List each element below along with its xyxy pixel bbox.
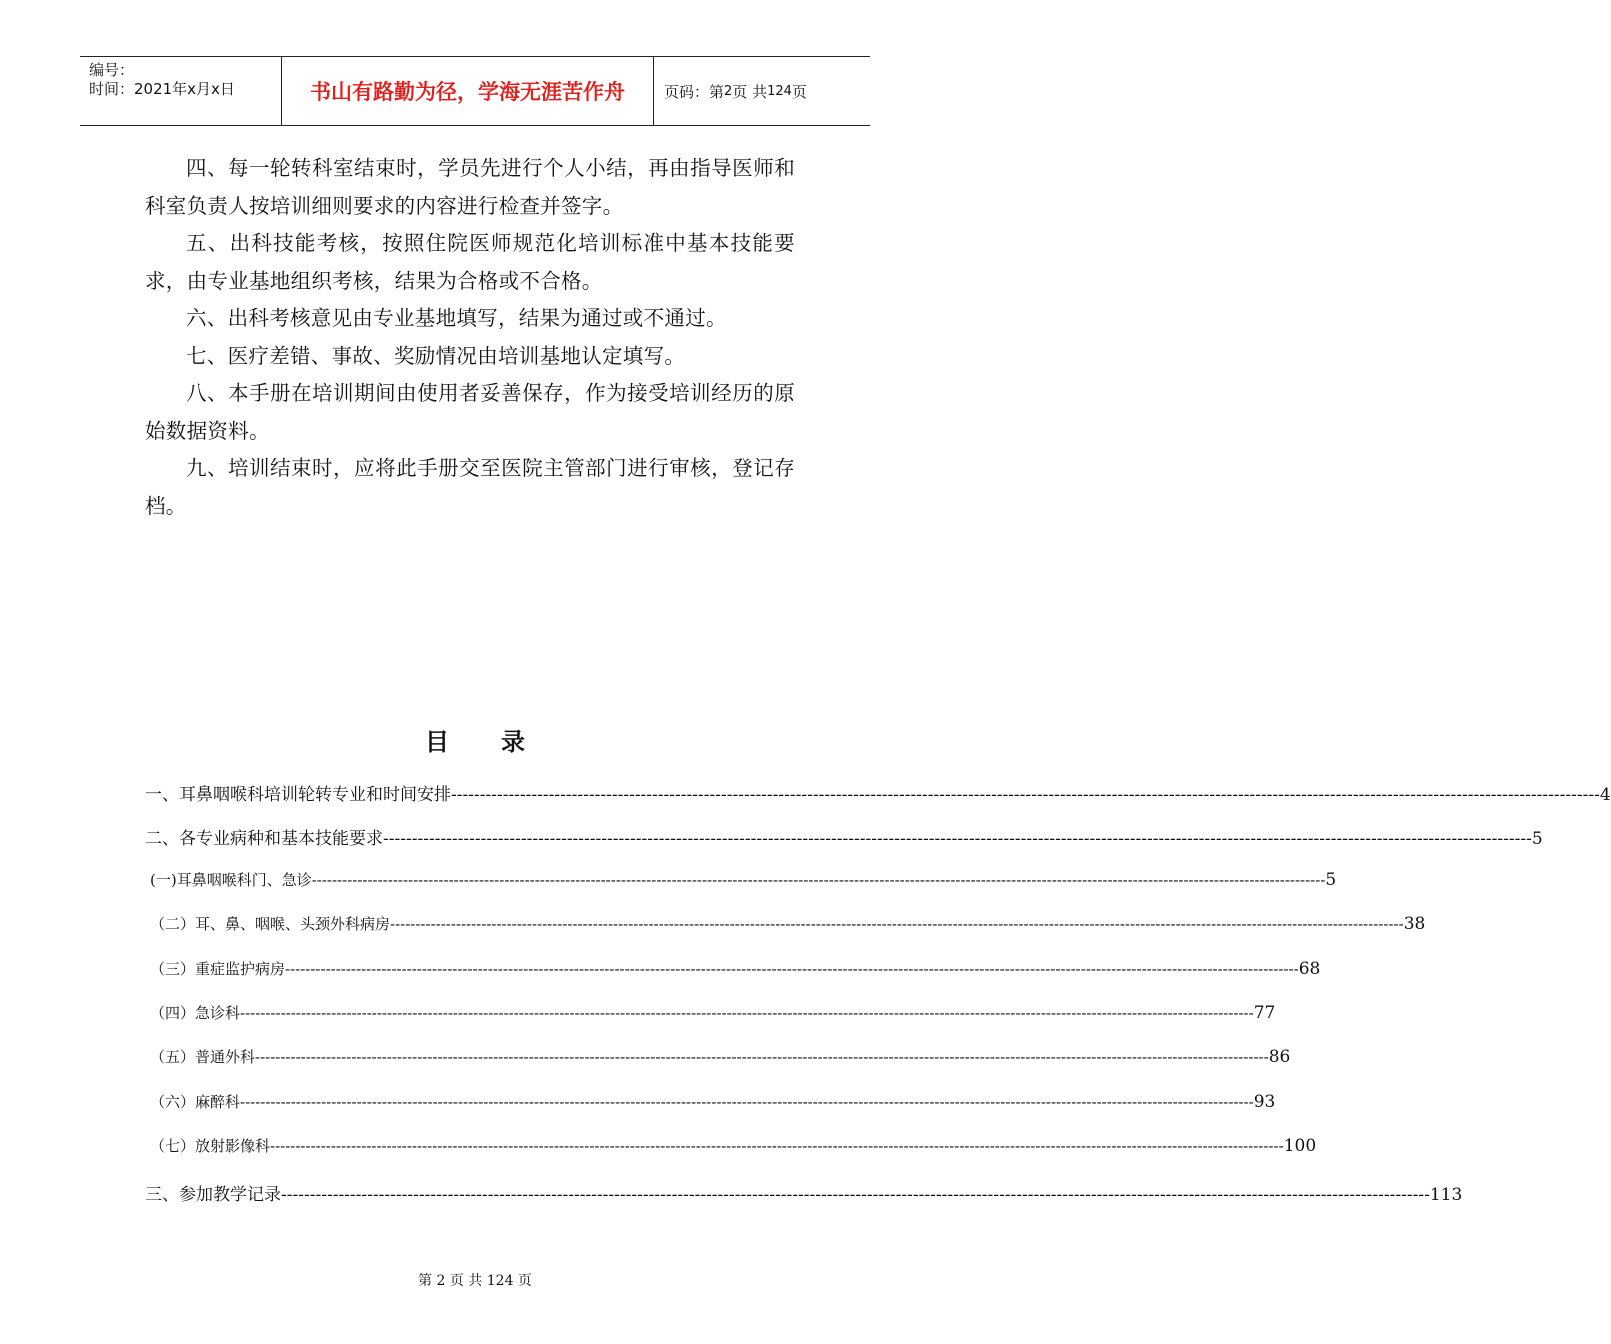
header-time-label: 时间：2021年x月x日 — [89, 80, 235, 98]
toc-entry[interactable] — [145, 958, 1321, 1002]
page-header — [80, 56, 870, 126]
toc-entry[interactable] — [145, 913, 1426, 957]
toc-leader: -------------------------------------------------------------------------------------------------------------------------------------------------------------------------------------------------------- — [383, 829, 1532, 850]
header-page-info — [654, 57, 870, 125]
toc-entry-page: 113 — [1429, 1184, 1463, 1205]
instructions-body — [145, 150, 795, 525]
toc-entry-label: （五）普通外科 — [150, 1048, 256, 1067]
header-meta — [80, 57, 281, 125]
toc-entry-page: 5 — [1531, 829, 1543, 850]
header-page-num: 2 — [724, 83, 733, 99]
toc-entry-label: （七）放射影像科 — [150, 1137, 271, 1156]
toc-entry[interactable] — [145, 1180, 1463, 1224]
toc-entry[interactable] — [145, 1002, 1276, 1046]
toc-title: 目录 — [425, 728, 577, 756]
toc-leader: -------------------------------------------------------------------------------------------------------------------------------------------------------------------------------------------------------- — [311, 870, 1326, 889]
toc-leader: -------------------------------------------------------------------------------------------------------------------------------------------------------------------------------------------------------- — [255, 1048, 1269, 1067]
paragraph: 六、出科考核意见由专业基地填写，结果为通过或不通过。 — [186, 306, 727, 330]
paragraph: 四、每一轮转科室结束时，学员先进行个人小结，再由指导医师和科室负责人按培训细则要求的内容进行检查并签字。 — [145, 156, 795, 218]
header-page-total: 124 — [767, 83, 792, 99]
toc-entry-page: 4 — [1599, 785, 1611, 805]
toc-entry-label: （四）急诊科 — [150, 1003, 241, 1022]
toc-entry[interactable] — [145, 1135, 1317, 1179]
toc-entry-page: 100 — [1283, 1136, 1317, 1157]
header-number-label: 编号： — [89, 61, 135, 79]
toc-entry-label: （二）耳、鼻、咽喉、头颈外科病房 — [150, 915, 391, 934]
paragraph: 七、医疗差错、事故、奖励情况由培训基地认定填写。 — [186, 343, 686, 368]
paragraph: 九、培训结束时，应将此手册交至医院主管部门进行审核，登记存档。 — [145, 456, 795, 518]
toc-leader: -------------------------------------------------------------------------------------------------------------------------------------------------------------------------------------------------------- — [390, 915, 1404, 934]
toc-entry[interactable] — [145, 780, 1611, 824]
toc-entry-page: 77 — [1253, 1002, 1276, 1023]
toc-entry-label: （六）麻醉科 — [150, 1092, 241, 1111]
toc-entry-label: 一、耳鼻咽喉科培训轮转专业和时间安排 — [145, 785, 451, 805]
toc-entry-label: 二、各专业病种和基本技能要求 — [145, 829, 383, 850]
toc-entry-label: （三）重症监护病房 — [150, 959, 286, 978]
toc-leader: -------------------------------------------------------------------------------------------------------------------------------------------------------------------------------------------------------- — [451, 785, 1600, 805]
header-page-mid: 页 共 — [732, 82, 768, 101]
toc-entry[interactable] — [145, 824, 1543, 868]
toc-entry[interactable] — [145, 1046, 1291, 1090]
toc-entry-page: 5 — [1325, 869, 1337, 890]
header-page-label: 页码：第 — [664, 82, 725, 101]
page-footer: 第 2 页 共 124 页 — [418, 1273, 532, 1289]
toc-entry-page: 86 — [1268, 1047, 1291, 1068]
toc-entry[interactable] — [145, 1091, 1276, 1135]
toc-leader: -------------------------------------------------------------------------------------------------------------------------------------------------------------------------------------------------------- — [281, 1184, 1430, 1205]
toc-entry-page: 93 — [1253, 1091, 1276, 1112]
paragraph: 八、本手册在培训期间由使用者妥善保存，作为接受培训经历的原始数据资料。 — [145, 381, 795, 443]
toc-entry-page: 38 — [1403, 914, 1426, 935]
toc-entry-page: 68 — [1298, 958, 1321, 979]
toc-entry-label: 三、参加教学记录 — [145, 1184, 281, 1205]
header-motto: 书山有路勤为径，学海无涯苦作舟 — [281, 57, 654, 125]
toc-leader: -------------------------------------------------------------------------------------------------------------------------------------------------------------------------------------------------------- — [240, 1092, 1254, 1111]
table-of-contents — [145, 780, 1611, 1224]
toc-entry-label: (一)耳鼻咽喉科门、急诊 — [150, 870, 312, 889]
paragraph: 五、出科技能考核，按照住院医师规范化培训标准中基本技能要求，由专业基地组织考核，结果为合格或不合格。 — [145, 231, 795, 293]
toc-leader: -------------------------------------------------------------------------------------------------------------------------------------------------------------------------------------------------------- — [270, 1137, 1284, 1156]
header-page-end: 页 — [791, 82, 807, 101]
toc-entry[interactable] — [145, 869, 1337, 913]
toc-leader: -------------------------------------------------------------------------------------------------------------------------------------------------------------------------------------------------------- — [240, 1003, 1254, 1022]
toc-leader: -------------------------------------------------------------------------------------------------------------------------------------------------------------------------------------------------------- — [285, 959, 1299, 978]
